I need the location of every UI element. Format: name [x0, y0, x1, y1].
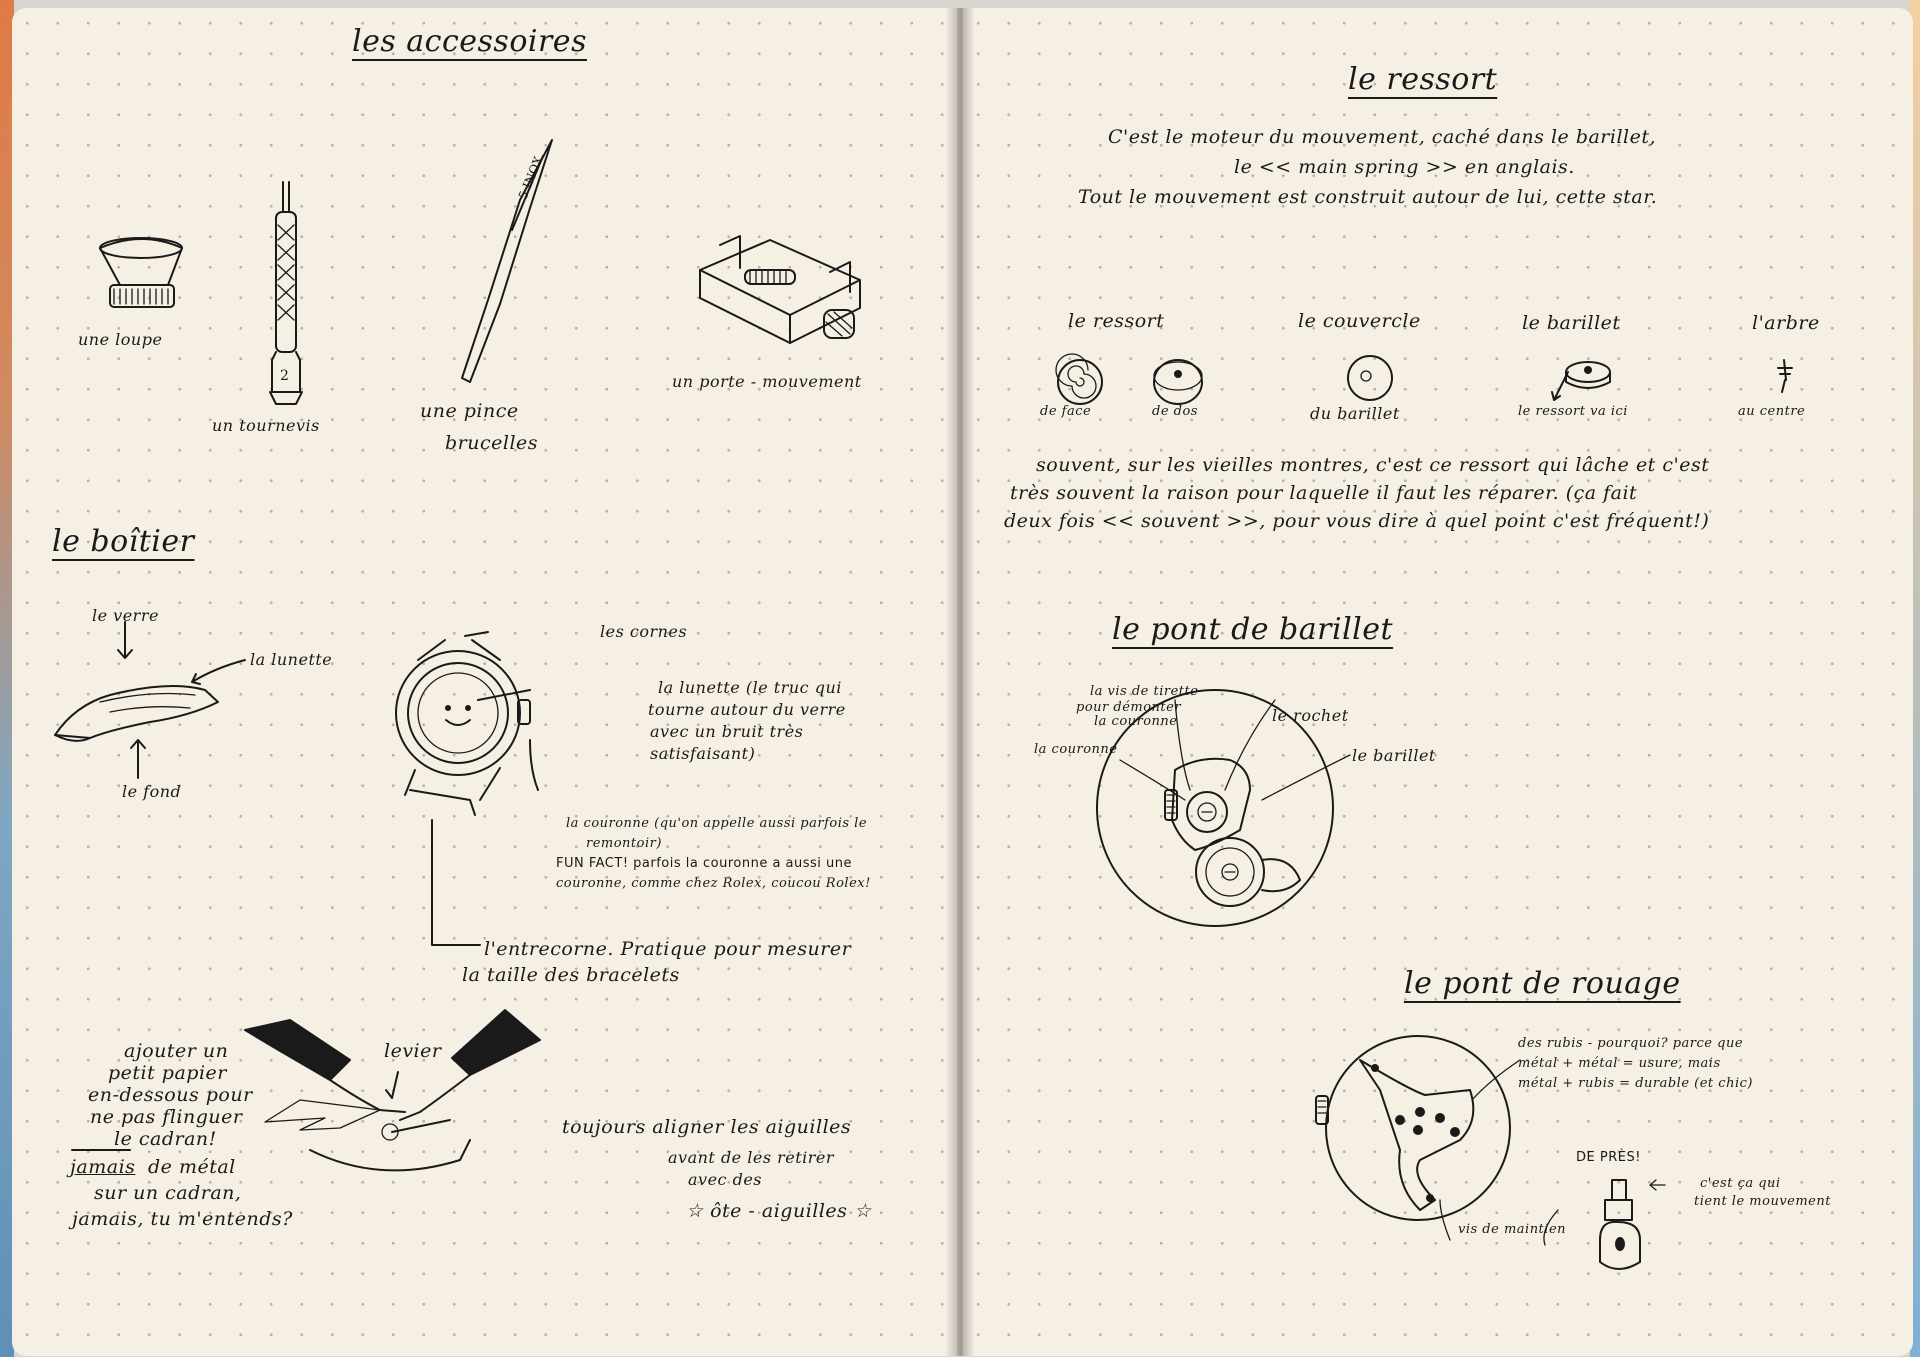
never-word: jamais — [70, 1156, 136, 1178]
spring-intro-3: Tout le mouvement est construit autour de lui, cette star. — [1078, 186, 1658, 208]
holds-note-2: tient le mouvement — [1694, 1194, 1831, 1209]
spring-note-1: souvent, sur les vieilles montres, c'est ce ressort qui lâche et c'est — [1036, 454, 1710, 476]
arbor-heading: l'arbre — [1752, 312, 1820, 334]
lug-width-note-2: la taille des bracelets — [462, 964, 680, 986]
holds-note-1: c'est ça qui — [1700, 1176, 1781, 1191]
watch-drawing — [396, 632, 538, 945]
caseback-label: le fond — [122, 782, 182, 801]
cover-heading: le couvercle — [1298, 310, 1421, 332]
lever-label: levier — [384, 1040, 442, 1062]
paper-note-3: en-dessous pour — [88, 1084, 253, 1106]
svg-text:2: 2 — [280, 368, 289, 384]
spring-note-3: deux fois << souvent >>, pour vous dire à quel point c'est fréquent!) — [1004, 510, 1710, 532]
retaining-screw-label: vis de maintien — [1458, 1222, 1567, 1237]
crown-note-2: remontoir) — [586, 836, 662, 851]
paper-note-5: le cadran! — [114, 1128, 217, 1150]
never-note-2: sur un cadran, — [94, 1182, 242, 1204]
barrel-label: le barillet — [1352, 746, 1436, 765]
screwdriver-label: un tournevis — [212, 416, 320, 435]
case-title: le boîtier — [52, 524, 195, 559]
spring-title: le ressort — [1348, 62, 1498, 97]
spring-intro-1: C'est le moteur du mouvement, caché dans le barillet, — [1108, 126, 1657, 148]
rubies-note-1: des rubis - pourquoi? parce que — [1518, 1036, 1744, 1051]
crown-screw-note-1: la vis de tirette — [1090, 684, 1199, 699]
paper-note-2: petit papier — [108, 1062, 227, 1084]
loupe-label: une loupe — [78, 330, 163, 349]
of-barrel-label: du barillet — [1310, 404, 1400, 423]
movement-holder-drawing — [700, 236, 860, 343]
align-note-1: toujours aligner les aiguilles — [562, 1116, 852, 1138]
bezel-note-3: avec un bruit très — [650, 722, 804, 741]
lugs-label: les cornes — [600, 622, 688, 641]
crown-screw-note-2: pour démonter — [1076, 700, 1182, 715]
movement-holder-label: un porte - mouvement — [672, 372, 862, 391]
align-note-2: avant de les retirer — [668, 1148, 835, 1167]
crown-label: la couronne — [1034, 742, 1118, 757]
align-note-4: ☆ ôte - aiguilles ☆ — [686, 1200, 872, 1222]
barrel-heading: le barillet — [1522, 312, 1621, 334]
front-view-label: de face — [1040, 404, 1092, 419]
crown-note-4: couronne, comme chez Rolex, coucou Rolex! — [556, 876, 871, 891]
train-bridge-title: le pont de rouage — [1404, 966, 1681, 1001]
crown-note-3: FUN FACT! parfois la couronne a aussi une — [556, 856, 853, 871]
glass-label: le verre — [92, 606, 159, 625]
barrel-bridge-title: le pont de barillet — [1112, 612, 1394, 647]
tweezers-label-1: une pince — [420, 400, 519, 422]
case-profile-drawing — [55, 622, 245, 778]
rubies-note-3: métal + rubis = durable (et chic) — [1518, 1076, 1753, 1091]
bezel-note-1: la lunette (le truc qui — [658, 678, 842, 697]
tweezers-label-2: brucelles — [445, 432, 539, 454]
spring-note-2: très souvent la raison pour laquelle il faut les réparer. (ça fait — [1010, 482, 1638, 504]
align-note-3: avec des — [688, 1170, 763, 1189]
crown-screw-note-3: la couronne — [1094, 714, 1178, 729]
paper-note-4: ne pas flinguer — [90, 1106, 243, 1128]
tweezers-drawing — [462, 140, 552, 382]
crown-note-1: la couronne (qu'on appelle aussi parfois le — [566, 816, 868, 831]
rubies-note-2: métal + métal = usure, mais — [1518, 1056, 1721, 1071]
bezel-label: la lunette — [250, 650, 333, 669]
never-note-3: jamais, tu m'entends? — [72, 1208, 293, 1230]
spring-goes-here-label: le ressort va ici — [1518, 404, 1628, 419]
loupe-drawing — [100, 238, 182, 307]
spring-intro-2: le << main spring >> en anglais. — [1234, 156, 1575, 178]
never-note-1: de métal — [148, 1156, 236, 1178]
accessories-title: les accessoires — [352, 24, 587, 59]
bezel-note-4: satisfaisant) — [650, 744, 756, 763]
bezel-note-2: tourne autour du verre — [648, 700, 846, 719]
screwdriver-drawing — [270, 182, 302, 404]
close-up-label: DE PRÈS! — [1576, 1150, 1641, 1165]
svg-text:5 INOX: 5 INOX — [515, 154, 546, 202]
back-view-label: de dos — [1152, 404, 1198, 419]
spring-drawings — [1056, 354, 1792, 404]
paper-note-1: ajouter un — [124, 1040, 229, 1062]
center-label: au centre — [1738, 404, 1806, 419]
lug-width-note-1: l'entrecorne. Pratique pour mesurer — [484, 938, 852, 960]
ratchet-label: le rochet — [1272, 706, 1349, 725]
spring-heading: le ressort — [1068, 310, 1165, 332]
